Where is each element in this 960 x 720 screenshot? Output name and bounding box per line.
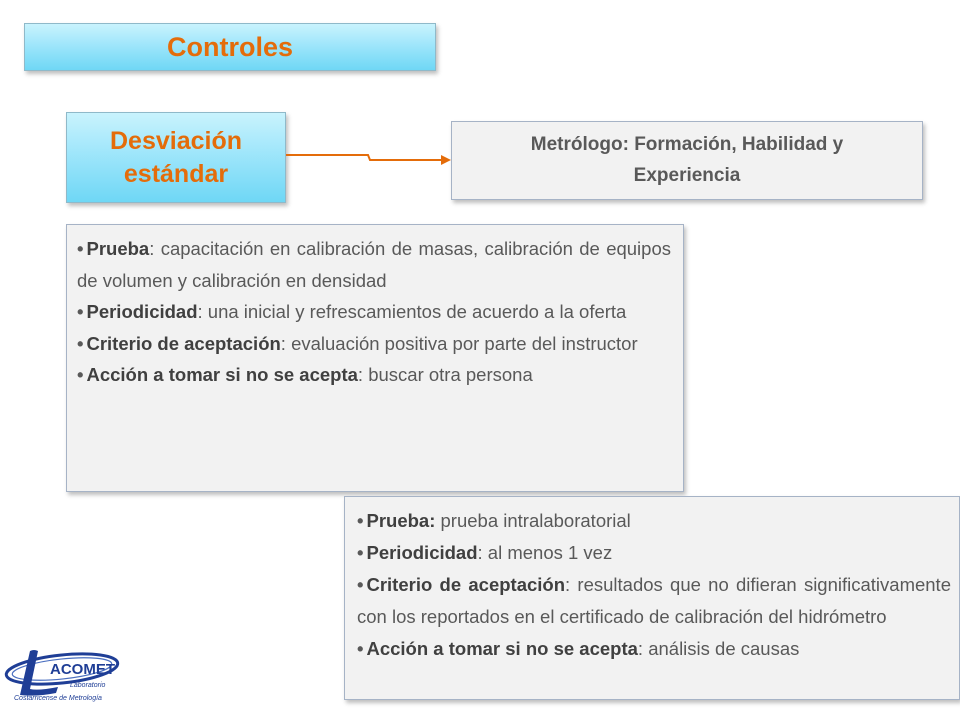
list-item-text: : una inicial y refrescamientos de acuerdo a la oferta [197,301,627,322]
bullet-icon: • [77,332,84,354]
list-item-term: Criterio de aceptación [86,332,281,354]
list-item [77,359,671,391]
list-item-term: Criterio de aceptación [366,574,566,595]
list-item-text: : análisis de causas [637,638,800,659]
list-item-text: : capacitación en calibración de masas, calibración de equipos de volumen y calibración en densidad [77,238,671,291]
bullet-icon: • [357,638,364,659]
list-item-term: Prueba: [366,510,436,531]
list-item-text: prueba intralaboratorial [435,510,631,531]
list-item-text: : buscar otra persona [357,364,533,385]
list-item [77,233,671,296]
interlab-controls-list [344,496,960,700]
page-title: Controles [166,31,293,62]
list-item [357,537,951,569]
metrologist-label: Metrólogo: Formación, Habilidad y Experiencia [530,134,844,186]
bullet-icon: • [357,574,364,595]
list-item-term: Prueba [86,238,150,259]
bullet-icon: • [77,364,84,385]
lacomet-logo [0,643,124,711]
logo-letters: ACOMET [50,661,115,678]
list-item-term: Periodicidad [86,301,198,322]
list-item-term: Acción a tomar si no se acepta [366,638,638,659]
list-item-term: Periodicidad [366,542,478,563]
title-box [24,23,436,71]
list-item [77,296,671,328]
list-item [357,633,951,665]
list-item [77,328,671,360]
logo-line-1: Laboratorio [70,682,106,689]
training-controls-list [66,224,684,492]
list-item-text: : resultados que no difieran significativamente con los reportados en el certificado de calibración del hidrómetro [357,574,951,627]
bullet-icon: • [357,542,364,563]
list-item-text: : evaluación positiva por parte del instructor [280,332,638,354]
list-item [357,505,951,537]
standard-deviation-label: Desviación estándar [109,127,242,188]
list-item-term: Acción a tomar si no se acepta [86,364,358,385]
metrologist-box [451,121,923,200]
bullet-icon: • [357,510,364,531]
bullet-icon: • [77,238,84,259]
standard-deviation-box [66,112,286,203]
list-item-text: : al menos 1 vez [477,542,613,563]
list-item [357,569,951,633]
bullet-icon: • [77,301,84,322]
connector-arrow [286,145,452,165]
logo-line-2: Costarricense de Metrología [14,695,102,702]
